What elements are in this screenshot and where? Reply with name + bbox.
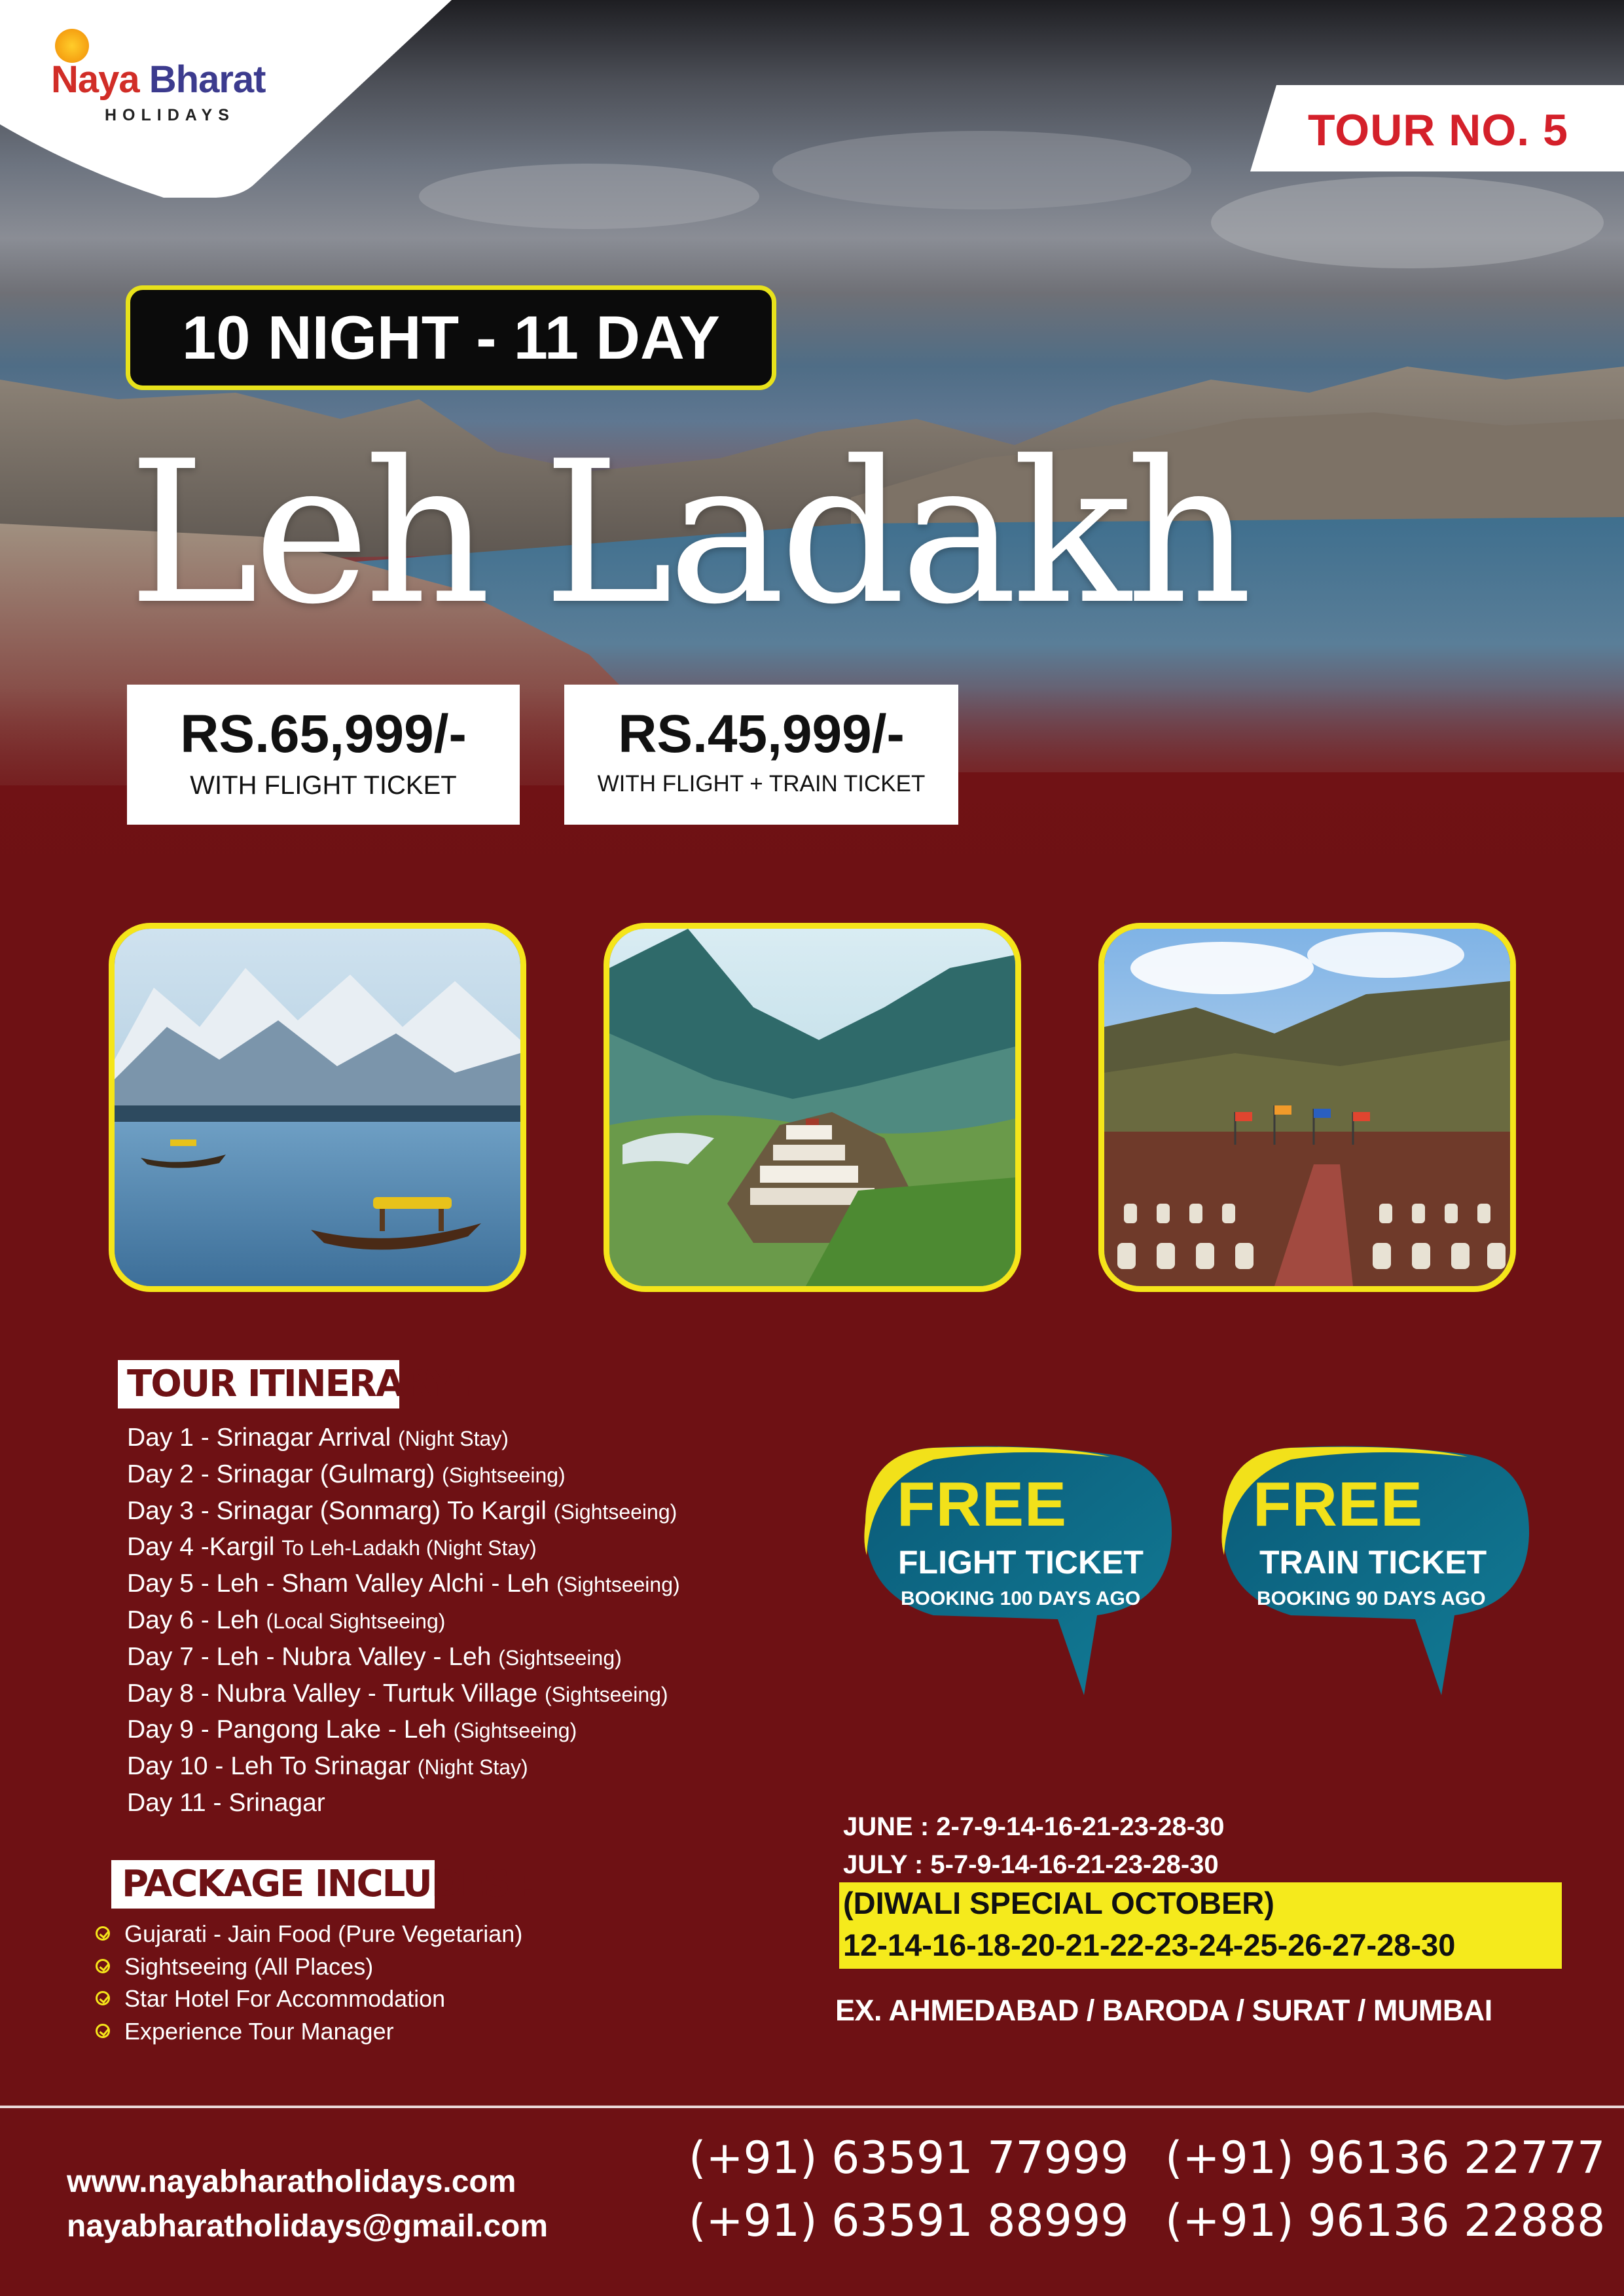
phone-group-2 xyxy=(1165,2127,1605,2253)
itinerary-day: Day 8 - Nubra Valley - Turtuk Village (Sightseeing) xyxy=(127,1679,668,1708)
free-label: FREE xyxy=(897,1469,1068,1539)
check-circle-icon xyxy=(96,1991,110,2005)
itinerary-day: Day 2 - Srinagar (Gulmarg) (Sightseeing) xyxy=(127,1460,566,1488)
itinerary-day: Day 4 -Kargil To Leh-Ladakh (Night Stay) xyxy=(127,1533,537,1562)
price-amount: RS.65,999/- xyxy=(180,704,467,764)
tour-number: TOUR NO. 5 xyxy=(1308,105,1568,155)
duration-badge: 10 NIGHT - 11 DAY xyxy=(126,285,776,390)
phone-number[interactable]: (+91) 63591 88999 xyxy=(689,2195,1129,2247)
july-dates: JULY : 5-7-9-14-16-21-23-28-30 xyxy=(843,1850,1219,1879)
itinerary-heading: TOUR ITINERARY : xyxy=(118,1360,399,1408)
contact-web xyxy=(67,2160,548,2249)
check-circle-icon xyxy=(96,1926,110,1941)
booking-note: BOOKING 90 DAYS AGO xyxy=(1257,1588,1486,1609)
lake-shikara-photo xyxy=(109,923,526,1292)
price-note: WITH FLIGHT + TRAIN TICKET xyxy=(597,771,926,797)
june-dates: JUNE : 2-7-9-14-16-21-23-28-30 xyxy=(843,1812,1225,1841)
website-link[interactable]: www.nayabharatholidays.com xyxy=(67,2164,516,2199)
check-circle-icon xyxy=(96,1959,110,1973)
free-label: FREE xyxy=(1253,1469,1424,1539)
price-note: WITH FLIGHT TICKET xyxy=(190,771,457,800)
war-memorial-photo xyxy=(1098,923,1516,1292)
ticket-label: FLIGHT TICKET xyxy=(898,1544,1144,1581)
phone-number[interactable]: (+91) 96136 22777 xyxy=(1165,2132,1606,2184)
itinerary-day: Day 10 - Leh To Srinagar (Night Stay) xyxy=(127,1752,528,1781)
package-item: Star Hotel For Accommodation xyxy=(96,1982,522,2015)
itinerary-day: Day 11 - Srinagar xyxy=(127,1788,325,1817)
booking-note: BOOKING 100 DAYS AGO xyxy=(901,1588,1141,1609)
diwali-special-box xyxy=(839,1882,1562,1969)
diwali-dates: 12-14-16-18-20-21-22-23-24-25-26-27-28-30 xyxy=(843,1928,1456,1962)
price-card-flight xyxy=(127,685,520,825)
package-list xyxy=(96,1918,522,2047)
phone-number[interactable]: (+91) 96136 22888 xyxy=(1165,2195,1606,2247)
itinerary-day: Day 7 - Leh - Nubra Valley - Leh (Sightseeing) xyxy=(127,1642,622,1671)
itinerary-day: Day 1 - Srinagar Arrival (Night Stay) xyxy=(127,1424,509,1452)
brand-logo[interactable]: Naya Bharat xyxy=(51,58,266,101)
price-amount: RS.45,999/- xyxy=(618,704,905,764)
ticket-label: TRAIN TICKET xyxy=(1259,1544,1487,1581)
mountain-monastery-photo xyxy=(604,923,1021,1292)
package-item: Sightseeing (All Places) xyxy=(96,1950,522,1983)
departure-dates xyxy=(843,1808,1225,1884)
price-card-flight-train xyxy=(564,685,958,825)
email-link[interactable]: nayabharatholidays@gmail.com xyxy=(67,2209,549,2244)
package-item: Experience Tour Manager xyxy=(96,2015,522,2048)
free-train-offer xyxy=(1219,1444,1537,1706)
departure-cities: EX. AHMEDABAD / BARODA / SURAT / MUMBAI xyxy=(835,1994,1492,2027)
package-item: Gujarati - Jain Food (Pure Vegetarian) xyxy=(96,1918,522,1950)
package-heading: PACKAGE INCLUDES : xyxy=(111,1860,435,1909)
itinerary-day: Day 3 - Srinagar (Sonmarg) To Kargil (Sightseeing) xyxy=(127,1496,677,1525)
diwali-title: (DIWALI SPECIAL OCTOBER) xyxy=(843,1886,1274,1920)
check-circle-icon xyxy=(96,2024,110,2038)
itinerary-list xyxy=(127,1420,680,1822)
phone-group-1 xyxy=(689,2127,1128,2253)
itinerary-day: Day 9 - Pangong Lake - Leh (Sightseeing) xyxy=(127,1715,577,1744)
itinerary-day: Day 5 - Leh - Sham Valley Alchi - Leh (Sightseeing) xyxy=(127,1570,680,1598)
brand-subtitle: HOLIDAYS xyxy=(105,106,235,124)
free-flight-offer xyxy=(861,1444,1180,1706)
itinerary-day: Day 6 - Leh (Local Sightseeing) xyxy=(127,1605,446,1634)
footer-divider xyxy=(0,2106,1624,2108)
destination-title: Leh Ladakh xyxy=(128,419,1248,647)
phone-number[interactable]: (+91) 63591 77999 xyxy=(689,2132,1129,2184)
